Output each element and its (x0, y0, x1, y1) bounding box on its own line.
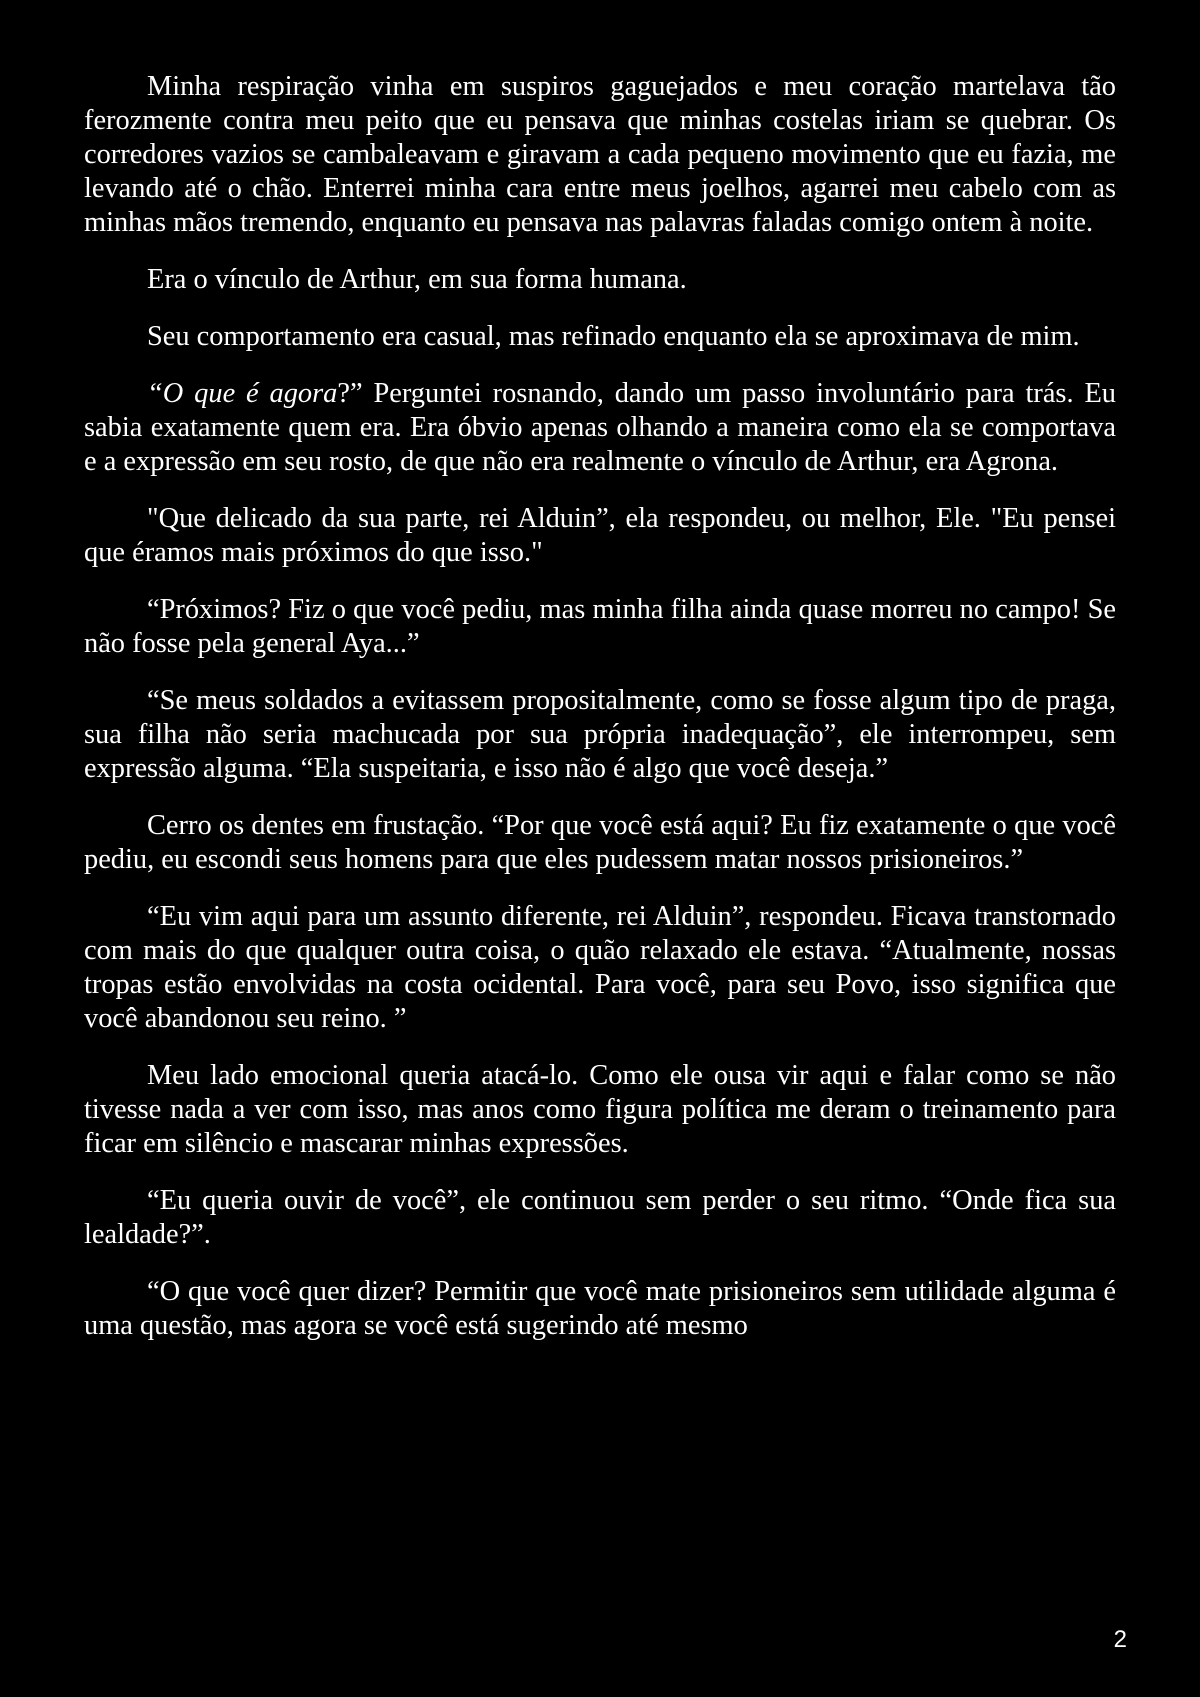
paragraph-6: “Próximos? Fiz o que você pediu, mas minha filha ainda quase morreu no campo! Se não fosse pela general Aya...” (84, 594, 1116, 659)
paragraph-2-italic: Era o vínculo de Arthur, em sua forma humana. (147, 264, 687, 295)
paragraph-8: Cerro os dentes em frustação. “Por que você está aqui? Eu fiz exatamente o que você pediu, eu escondi seus homens para que eles pudessem matar nossos prisioneiros.” (84, 810, 1116, 875)
paragraph-9: “Eu vim aqui para um assunto diferente, rei Alduin”, respondeu. Ficava transtornado com mais do que qualquer outra coisa, o quão relaxado ele estava. “Atualmente, nossas tropas estão envolvidas na costa ocidental. Para você, para seu Povo, isso significa que você abandonou seu reino. ” (84, 901, 1116, 1034)
document-body (84, 70, 1116, 1366)
paragraph-5: "Que delicado da sua parte, rei Alduin”, ela respondeu, ou melhor, Ele. "Eu pensei que éramos mais próximos do que isso." (84, 503, 1116, 568)
paragraph-4-italic-lead: “O que é agora (147, 378, 338, 409)
paragraph-4 (84, 377, 1116, 479)
paragraph-4-rest: ?” Perguntei rosnando, dando um passo involuntário para trás. Eu sabia exatamente quem era. Era óbvio apenas olhando a maneira como ela se comportava e a expressão em seu rosto, de que não era realmente o vínculo de Arthur, era Agrona. (84, 378, 1117, 477)
paragraph-10: Meu lado emocional queria atacá-lo. Como ele ousa vir aqui e falar como se não tivesse nada a ver com isso, mas anos como figura política me deram o treinamento para ficar em silêncio e mascarar minhas expressões. (84, 1060, 1116, 1159)
paragraph-11: “Eu queria ouvir de você”, ele continuou sem perder o seu ritmo. “Onde fica sua lealdade?”. (84, 1185, 1116, 1250)
page-number: 2 (1113, 1626, 1127, 1653)
paragraph-7: “Se meus soldados a evitassem propositalmente, como se fosse algum tipo de praga, sua filha não seria machucada por sua própria inadequação”, ele interrompeu, sem expressão alguma. “Ela suspeitaria, e isso não é algo que você deseja.” (84, 685, 1116, 784)
paragraph-12: “O que você quer dizer? Permitir que você mate prisioneiros sem utilidade alguma é uma questão, mas agora se você está sugerindo até mesmo (84, 1276, 1116, 1341)
paragraph-1: Minha respiração vinha em suspiros gaguejados e meu coração martelava tão ferozmente contra meu peito que eu pensava que minhas costelas iriam se quebrar. Os corredores vazios se cambaleavam e giravam a cada pequeno movimento que eu fazia, me levando até o chão. Enterrei minha cara entre meus joelhos, agarrei meu cabelo com as minhas mãos tremendo, enquanto eu pensava nas palavras faladas comigo ontem à noite. (84, 71, 1116, 238)
paragraph-3-italic: Seu comportamento era casual, mas refinado enquanto ela se aproximava de mim. (147, 321, 1080, 352)
